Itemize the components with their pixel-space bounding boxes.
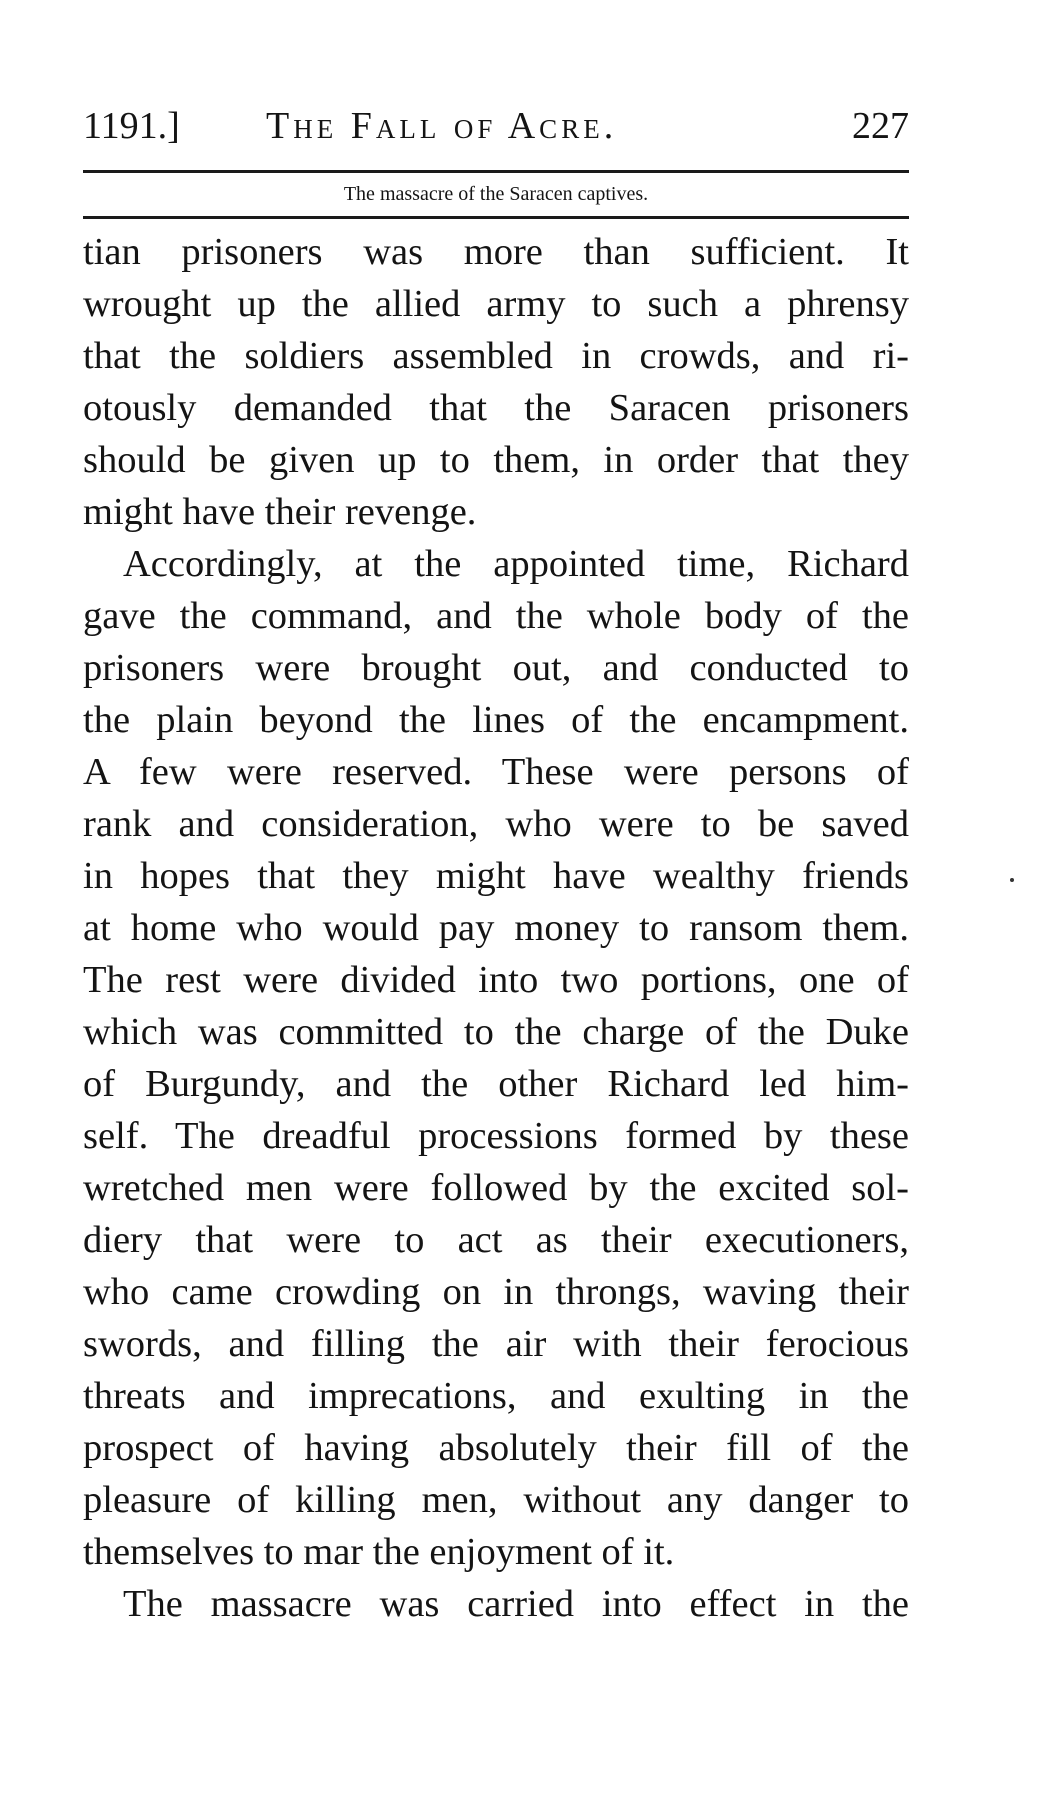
running-head-title: The Fall of Acre. [266,105,618,147]
text-line: tian prisoners was more than sufficient. It [83,231,909,273]
text-line: prisoners were brought out, and conducted to [83,647,909,689]
text-line: wretched men were followed by the excited sol- [83,1167,909,1209]
text-line: themselves to mar the enjoyment of it. [83,1531,675,1573]
text-line: A few were reserved. These were persons of [83,751,909,793]
header-rule-top [83,170,909,173]
paper-speck [1010,878,1014,882]
text-line: The rest were divided into two portions, one of [83,959,909,1001]
text-line: should be given up to them, in order that they [83,439,909,481]
text-line: who came crowding on in throngs, waving their [83,1271,909,1313]
text-line: prospect of having absolutely their fill of the [83,1427,909,1469]
text-line: the plain beyond the lines of the encampment. [83,699,909,741]
body-text [83,226,909,1630]
text-line: The massacre was carried into effect in the [123,1583,909,1625]
text-line: that the soldiers assembled in crowds, and ri- [83,335,909,377]
text-line: otously demanded that the Saracen prisoners [83,387,909,429]
text-line: threats and imprecations, and exulting in the [83,1375,909,1417]
text-line: of Burgundy, and the other Richard led him- [83,1063,909,1105]
running-head-year: 1191.] [83,105,180,147]
text-line: gave the command, and the whole body of the [83,595,909,637]
text-line: swords, and filling the air with their ferocious [83,1323,909,1365]
text-line: Accordingly, at the appointed time, Richard [123,543,909,585]
header-rule-bottom [83,216,909,219]
text-line: might have their revenge. [83,491,477,533]
page-number: 227 [852,105,909,147]
text-line: which was committed to the charge of the Duke [83,1011,909,1053]
text-line: at home who would pay money to ransom them. [83,907,909,949]
running-head [83,96,909,156]
text-line: self. The dreadful processions formed by these [83,1115,909,1157]
text-line: rank and consideration, who were to be saved [83,803,909,845]
text-line: wrought up the allied army to such a phrensy [83,283,909,325]
text-line: diery that were to act as their executioners, [83,1219,909,1261]
text-line: pleasure of killing men, without any danger to [83,1479,909,1521]
section-subheading: The massacre of the Saracen captives. [343,183,649,205]
text-line: in hopes that they might have wealthy friends [83,855,909,897]
